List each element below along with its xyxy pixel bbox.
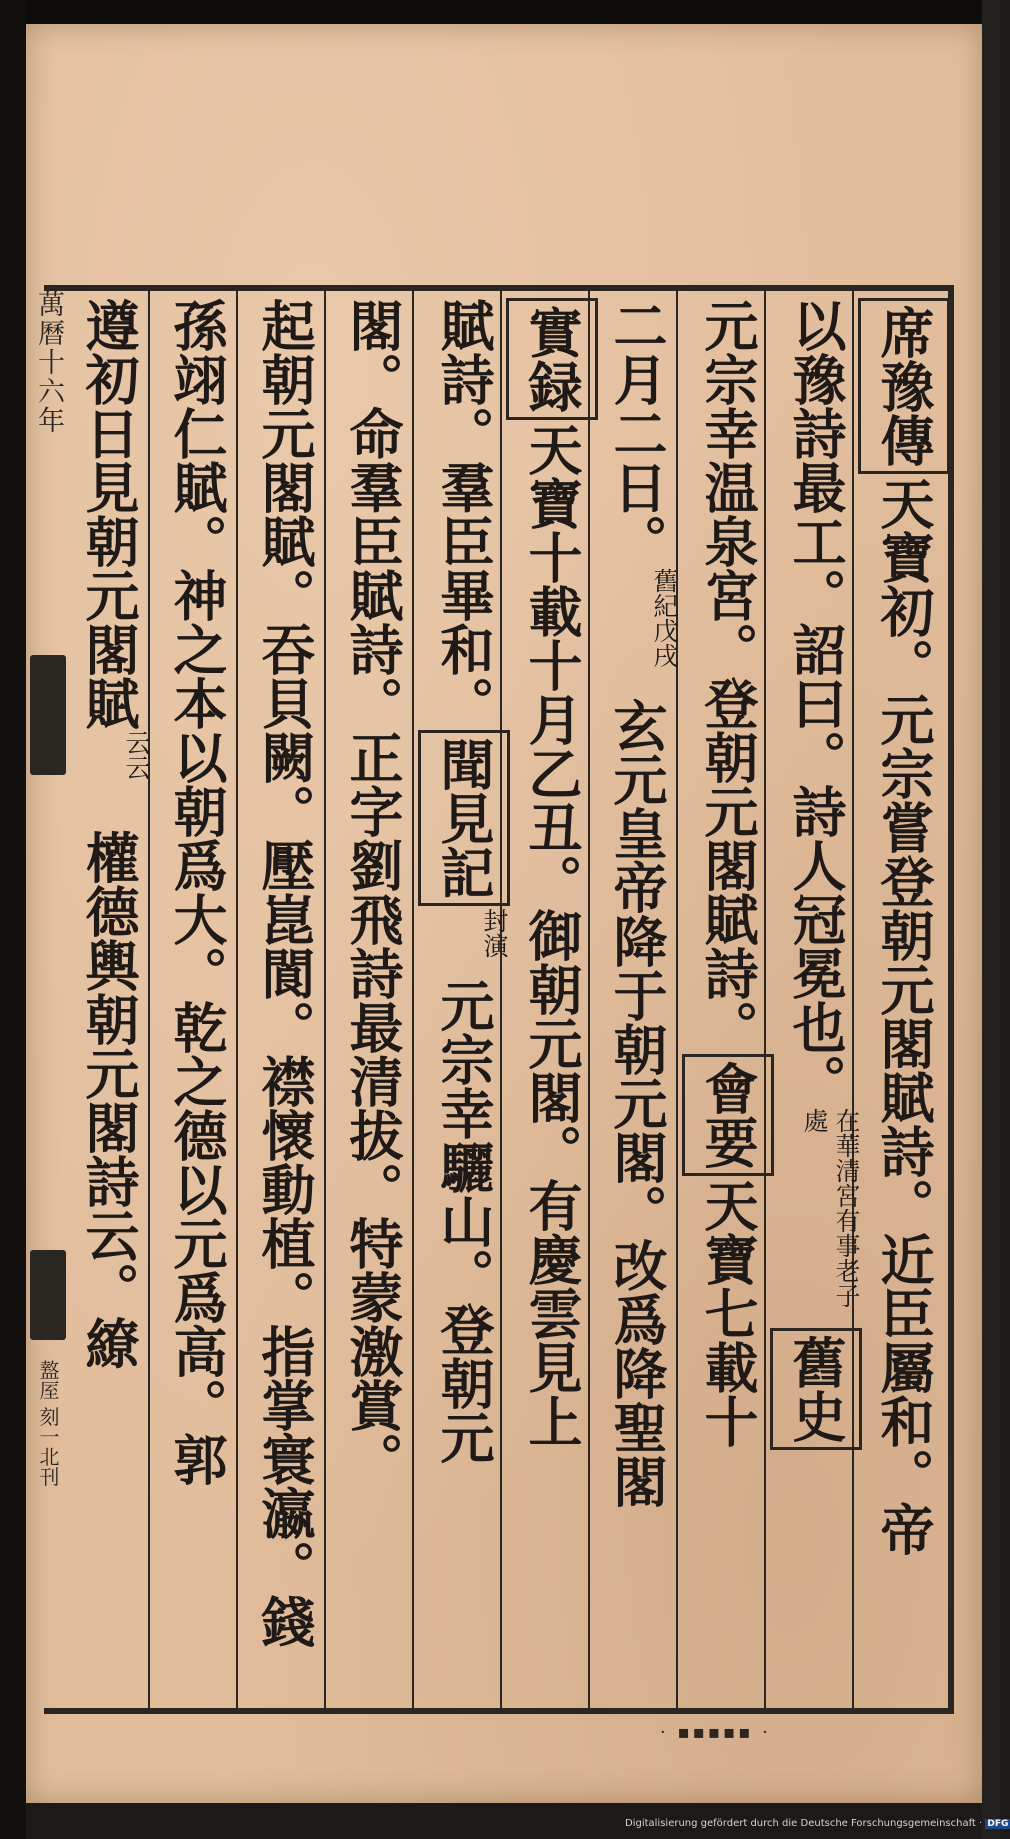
scan-left-border (0, 0, 26, 1839)
running-head: 萬曆十六年 (33, 290, 64, 435)
text-column-4 (594, 298, 680, 1693)
column-text: 賦詩。羣臣畢和。 (432, 298, 496, 730)
interlinear-note: 舊紀戊戌 (650, 568, 679, 668)
text-column-8 (242, 298, 328, 1693)
column-text: 遵初日見朝元閣賦 (77, 298, 141, 730)
source-label-box: 實録 (506, 298, 598, 420)
text-column-2 (770, 298, 862, 1693)
text-column-5 (506, 298, 598, 1693)
print-blemish: · ▪▪▪▪▪ · (660, 1722, 771, 1743)
column-text-after: 天寶七載十 (696, 1178, 760, 1448)
interlinear-note: 云云 (122, 730, 151, 780)
column-text: 以豫詩最工。詔曰。詩人冠冕也。 (784, 298, 848, 1108)
column-text: 起朝元閣賦。吞貝闕。壓崑閬。襟懷動植。指掌寰瀛。 (253, 298, 317, 1594)
source-label-box: 舊史 (770, 1328, 862, 1450)
column-tail: 錢 (253, 1594, 317, 1648)
credit-text: Digitalisierung gefördert durch die Deutsche Forschungsgemeinschaft · (625, 1818, 983, 1829)
column-text-after: 玄元皇帝降于朝元閣。改爲降聖閣 (605, 698, 669, 1508)
column-text: 二月二日。 (605, 298, 669, 568)
digitization-credit (625, 1818, 1010, 1829)
column-text: 天寶初。元宗嘗登朝元閣賦詩。近臣屬和。帝 (872, 476, 936, 1556)
column-text-after: 權德輿朝元閣詩云。繚 (77, 830, 141, 1370)
text-column-6 (418, 298, 510, 1693)
column-text-after: 元宗幸驪山。登朝元 (432, 978, 496, 1464)
margin-column (26, 290, 70, 1730)
column-text: 元宗幸温泉宮。登朝元閣賦詩。 (696, 298, 760, 1054)
column-tail: 郭 (165, 1432, 229, 1486)
source-label-box: 會要 (682, 1054, 774, 1176)
dfg-badge: DFG (987, 1819, 1009, 1829)
carver-note: 盩厔 刻一北刊 (36, 1360, 60, 1487)
text-column-9 (154, 298, 240, 1693)
text-column-3 (682, 298, 774, 1693)
black-fishtail-mark (30, 655, 66, 775)
interlinear-note: 在華清宮有事老子處 (800, 1108, 861, 1308)
scan-top-border (0, 0, 1000, 24)
text-column-10 (66, 298, 152, 1693)
scan-right-border (982, 0, 1000, 1839)
source-label-box: 席豫傳 (858, 298, 950, 474)
interlinear-note: 封演 (480, 908, 509, 958)
black-fishtail-mark-lower (30, 1250, 66, 1340)
text-column-1 (858, 298, 950, 1693)
column-text: 閣。命羣臣賦詩。正字劉飛詩最清拔。特蒙激賞。 (341, 298, 405, 1486)
column-text: 天寶十載十月乙丑。御朝元閣。有慶雲見上 (520, 422, 584, 1448)
source-label-box: 聞見記 (418, 730, 510, 906)
text-column-7 (330, 298, 416, 1693)
column-text: 孫翊仁賦。神之本以朝爲大。乾之德以元爲高。 (165, 298, 229, 1432)
